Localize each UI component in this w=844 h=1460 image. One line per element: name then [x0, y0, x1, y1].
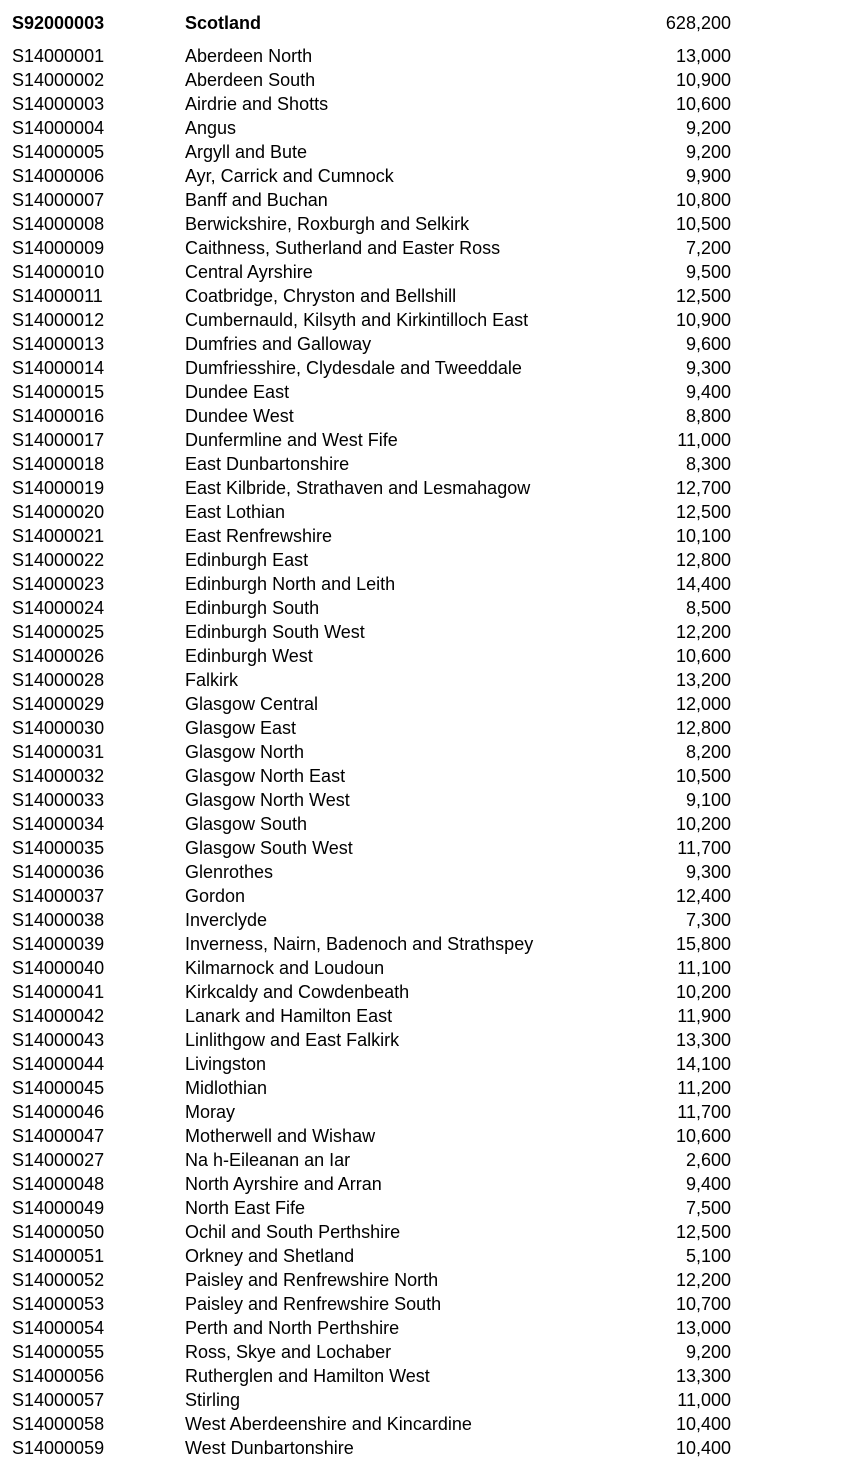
row-code: S14000048 — [12, 1174, 105, 1194]
row-name: Aberdeen North — [185, 46, 313, 66]
row-value: 12,800 — [675, 718, 731, 738]
row-value: 11,200 — [677, 1078, 731, 1098]
table-row — [0, 524, 844, 548]
table-row — [0, 908, 844, 932]
table-row — [0, 836, 844, 860]
row-code: S14000053 — [12, 1294, 105, 1314]
row-value: 12,500 — [675, 1222, 731, 1242]
row-name: Dumfries and Galloway — [185, 334, 372, 354]
row-value: 8,300 — [685, 454, 731, 474]
row-code: S14000033 — [12, 790, 105, 810]
table-row — [0, 1388, 844, 1412]
table-row — [0, 356, 844, 380]
row-value: 11,700 — [677, 838, 731, 858]
row-code: S14000036 — [12, 862, 105, 882]
row-code: S14000007 — [12, 190, 105, 210]
row-name: East Dunbartonshire — [185, 454, 350, 474]
row-name: Kirkcaldy and Cowdenbeath — [185, 982, 410, 1002]
row-name: Aberdeen South — [185, 70, 316, 90]
row-name: Glasgow South West — [185, 838, 353, 858]
row-name: Paisley and Renfrewshire South — [185, 1294, 442, 1314]
row-code: S14000001 — [12, 46, 105, 66]
row-name: Dunfermline and West Fife — [185, 430, 398, 450]
row-name: Kilmarnock and Loudoun — [185, 958, 385, 978]
row-value: 9,200 — [685, 142, 731, 162]
table-row — [0, 236, 844, 260]
table-row — [0, 1172, 844, 1196]
table-row — [0, 1364, 844, 1388]
table-row — [0, 716, 844, 740]
table-row — [0, 740, 844, 764]
row-code: S14000043 — [12, 1030, 105, 1050]
row-value: 14,100 — [675, 1054, 731, 1074]
header-code: S92000003 — [12, 13, 105, 33]
row-value: 9,200 — [685, 118, 731, 138]
row-value: 11,700 — [677, 1102, 731, 1122]
row-name: North East Fife — [185, 1198, 306, 1218]
row-code: S14000019 — [12, 478, 105, 498]
row-name: Dumfriesshire, Clydesdale and Tweeddale — [185, 358, 522, 378]
table-row — [0, 188, 844, 212]
row-value: 13,000 — [675, 1318, 731, 1338]
row-code: S14000031 — [12, 742, 105, 762]
table-row — [0, 164, 844, 188]
row-code: S14000023 — [12, 574, 105, 594]
table-row — [0, 572, 844, 596]
row-name: Berwickshire, Roxburgh and Selkirk — [185, 214, 470, 234]
row-name: Edinburgh South — [185, 598, 320, 618]
row-value: 5,100 — [685, 1246, 731, 1266]
row-code: S14000050 — [12, 1222, 105, 1242]
row-value: 12,500 — [675, 502, 731, 522]
row-value: 8,500 — [685, 598, 731, 618]
table-row — [0, 1220, 844, 1244]
row-value: 11,100 — [677, 958, 731, 978]
table-row — [0, 140, 844, 164]
row-value: 9,500 — [685, 262, 731, 282]
row-value: 10,100 — [675, 526, 731, 546]
row-code: S14000014 — [12, 358, 105, 378]
row-value: 10,400 — [675, 1414, 731, 1434]
row-code: S14000037 — [12, 886, 105, 906]
row-code: S14000020 — [12, 502, 105, 522]
table-row — [0, 308, 844, 332]
row-name: Inverclyde — [185, 910, 268, 930]
row-code: S14000049 — [12, 1198, 105, 1218]
row-code: S14000004 — [12, 118, 105, 138]
table-row — [0, 1268, 844, 1292]
row-name: Lanark and Hamilton East — [185, 1006, 393, 1026]
row-code: S14000040 — [12, 958, 105, 978]
row-value: 11,900 — [677, 1006, 731, 1026]
row-code: S14000047 — [12, 1126, 105, 1146]
row-code: S14000035 — [12, 838, 105, 858]
row-code: S14000005 — [12, 142, 105, 162]
row-code: S14000038 — [12, 910, 105, 930]
row-name: Banff and Buchan — [185, 190, 328, 210]
table-row — [0, 44, 844, 68]
table-row — [0, 476, 844, 500]
row-name: East Renfrewshire — [185, 526, 333, 546]
row-code: S14000015 — [12, 382, 105, 402]
row-code: S14000025 — [12, 622, 105, 642]
row-code: S14000010 — [12, 262, 105, 282]
row-value: 10,900 — [675, 70, 731, 90]
row-code: S14000016 — [12, 406, 105, 426]
row-value: 9,400 — [685, 382, 731, 402]
row-name: Ayr, Carrick and Cumnock — [185, 166, 394, 186]
table-row — [0, 956, 844, 980]
row-name: Glasgow East — [185, 718, 297, 738]
row-name: Airdrie and Shotts — [185, 94, 329, 114]
row-name: Glasgow North East — [185, 766, 346, 786]
row-value: 10,500 — [675, 214, 731, 234]
row-code: S14000006 — [12, 166, 105, 186]
row-value: 10,500 — [675, 766, 731, 786]
table-row — [0, 644, 844, 668]
row-code: S14000052 — [12, 1270, 105, 1290]
row-value: 13,200 — [675, 670, 731, 690]
table-row — [0, 932, 844, 956]
row-name: Dundee East — [185, 382, 290, 402]
row-code: S14000002 — [12, 70, 105, 90]
row-code: S14000026 — [12, 646, 105, 666]
row-name: Argyll and Bute — [185, 142, 308, 162]
row-value: 9,600 — [685, 334, 731, 354]
row-name: Midlothian — [185, 1078, 268, 1098]
table-row — [0, 68, 844, 92]
row-name: Ross, Skye and Lochaber — [185, 1342, 392, 1362]
table-row — [0, 764, 844, 788]
table-row — [0, 812, 844, 836]
row-value: 2,600 — [685, 1150, 731, 1170]
table-row — [0, 1028, 844, 1052]
row-name: Moray — [185, 1102, 236, 1122]
header-value: 628,200 — [665, 13, 731, 33]
table-row — [0, 1196, 844, 1220]
row-value: 11,000 — [677, 430, 731, 450]
table-row — [0, 1292, 844, 1316]
row-code: S14000009 — [12, 238, 105, 258]
row-name: Rutherglen and Hamilton West — [185, 1366, 430, 1386]
table-row — [0, 1148, 844, 1172]
row-code: S14000051 — [12, 1246, 105, 1266]
row-value: 12,500 — [675, 286, 731, 306]
row-code: S14000044 — [12, 1054, 105, 1074]
table-row — [0, 1436, 844, 1460]
header-row — [0, 11, 844, 35]
row-value: 9,300 — [685, 358, 731, 378]
row-name: Gordon — [185, 886, 246, 906]
table-row — [0, 500, 844, 524]
table-row — [0, 1052, 844, 1076]
row-code: S14000028 — [12, 670, 105, 690]
row-name: Caithness, Sutherland and Easter Ross — [185, 238, 501, 258]
row-value: 13,000 — [675, 46, 731, 66]
table-row — [0, 1244, 844, 1268]
row-code: S14000018 — [12, 454, 105, 474]
row-name: Ochil and South Perthshire — [185, 1222, 401, 1242]
row-name: Falkirk — [185, 670, 238, 690]
header-name: Scotland — [185, 13, 262, 33]
table-row — [0, 1412, 844, 1436]
row-code: S14000059 — [12, 1438, 105, 1458]
row-value: 12,700 — [675, 478, 731, 498]
row-value: 12,200 — [675, 1270, 731, 1290]
table-row — [0, 1316, 844, 1340]
table-row — [0, 1340, 844, 1364]
table-row — [0, 692, 844, 716]
table-row — [0, 428, 844, 452]
row-name: Livingston — [185, 1054, 267, 1074]
row-code: S14000054 — [12, 1318, 105, 1338]
row-value: 10,200 — [675, 814, 731, 834]
row-value: 11,000 — [677, 1390, 731, 1410]
row-name: Glasgow North — [185, 742, 305, 762]
row-name: Dundee West — [185, 406, 294, 426]
row-name: Perth and North Perthshire — [185, 1318, 400, 1338]
table-row — [0, 284, 844, 308]
row-code: S14000039 — [12, 934, 105, 954]
row-code: S14000034 — [12, 814, 105, 834]
row-name: Glasgow North West — [185, 790, 350, 810]
row-value: 7,300 — [685, 910, 731, 930]
row-name: Edinburgh North and Leith — [185, 574, 396, 594]
row-code: S14000041 — [12, 982, 105, 1002]
row-code: S14000030 — [12, 718, 105, 738]
table-row — [0, 548, 844, 572]
row-name: Central Ayrshire — [185, 262, 313, 282]
row-code: S14000003 — [12, 94, 105, 114]
row-value: 9,200 — [685, 1342, 731, 1362]
row-code: S14000056 — [12, 1366, 105, 1386]
row-value: 10,900 — [675, 310, 731, 330]
row-code: S14000057 — [12, 1390, 105, 1410]
row-value: 12,000 — [675, 694, 731, 714]
row-value: 8,200 — [685, 742, 731, 762]
row-name: North Ayrshire and Arran — [185, 1174, 382, 1194]
table-row — [0, 884, 844, 908]
row-value: 7,500 — [685, 1198, 731, 1218]
row-code: S14000024 — [12, 598, 105, 618]
table-row — [0, 1100, 844, 1124]
row-name: Orkney and Shetland — [185, 1246, 355, 1266]
table-row — [0, 260, 844, 284]
row-name: Linlithgow and East Falkirk — [185, 1030, 400, 1050]
row-value: 13,300 — [675, 1366, 731, 1386]
row-name: East Lothian — [185, 502, 286, 522]
table-row — [0, 380, 844, 404]
row-code: S14000042 — [12, 1006, 105, 1026]
row-code: S14000021 — [12, 526, 105, 546]
table-row — [0, 788, 844, 812]
table-row — [0, 116, 844, 140]
row-name: Na h-Eileanan an Iar — [185, 1150, 351, 1170]
row-code: S14000058 — [12, 1414, 105, 1434]
table-row — [0, 404, 844, 428]
row-value: 14,400 — [675, 574, 731, 594]
row-value: 10,400 — [675, 1438, 731, 1458]
table-row — [0, 620, 844, 644]
row-name: Glasgow South — [185, 814, 308, 834]
row-name: East Kilbride, Strathaven and Lesmahagow — [185, 478, 531, 498]
row-code: S14000046 — [12, 1102, 105, 1122]
row-value: 9,400 — [685, 1174, 731, 1194]
row-name: Stirling — [185, 1390, 241, 1410]
row-value: 10,600 — [675, 1126, 731, 1146]
table-row — [0, 452, 844, 476]
table-row — [0, 1076, 844, 1100]
table-row — [0, 860, 844, 884]
table-row — [0, 92, 844, 116]
row-value: 9,100 — [685, 790, 731, 810]
row-name: Edinburgh East — [185, 550, 309, 570]
row-name: Coatbridge, Chryston and Bellshill — [185, 286, 457, 306]
row-value: 9,900 — [685, 166, 731, 186]
row-code: S14000055 — [12, 1342, 105, 1362]
row-name: Inverness, Nairn, Badenoch and Strathspey — [185, 934, 534, 954]
table-row — [0, 980, 844, 1004]
row-value: 12,400 — [675, 886, 731, 906]
row-name: West Aberdeenshire and Kincardine — [185, 1414, 472, 1434]
table-row — [0, 1004, 844, 1028]
row-name: Glasgow Central — [185, 694, 319, 714]
row-code: S14000012 — [12, 310, 105, 330]
row-name: Motherwell and Wishaw — [185, 1126, 376, 1146]
table-row — [0, 212, 844, 236]
row-value: 7,200 — [685, 238, 731, 258]
row-name: West Dunbartonshire — [185, 1438, 354, 1458]
table-row — [0, 596, 844, 620]
row-code: S14000008 — [12, 214, 105, 234]
row-code: S14000045 — [12, 1078, 105, 1098]
row-value: 10,800 — [675, 190, 731, 210]
row-name: Angus — [185, 118, 237, 138]
row-value: 9,300 — [685, 862, 731, 882]
row-value: 12,200 — [675, 622, 731, 642]
row-name: Paisley and Renfrewshire North — [185, 1270, 439, 1290]
row-name: Glenrothes — [185, 862, 274, 882]
row-code: S14000032 — [12, 766, 105, 786]
row-name: Cumbernauld, Kilsyth and Kirkintilloch East — [185, 310, 529, 330]
row-name: Edinburgh South West — [185, 622, 365, 642]
table-row — [0, 1124, 844, 1148]
row-code: S14000029 — [12, 694, 105, 714]
table-row — [0, 668, 844, 692]
row-value: 15,800 — [675, 934, 731, 954]
row-code: S14000027 — [12, 1150, 105, 1170]
row-value: 10,200 — [675, 982, 731, 1002]
table-row — [0, 332, 844, 356]
row-code: S14000017 — [12, 430, 105, 450]
row-value: 10,700 — [675, 1294, 731, 1314]
row-code: S14000011 — [12, 286, 103, 306]
row-value: 10,600 — [675, 94, 731, 114]
row-code: S14000013 — [12, 334, 105, 354]
row-value: 10,600 — [675, 646, 731, 666]
row-name: Edinburgh West — [185, 646, 313, 666]
row-value: 13,300 — [675, 1030, 731, 1050]
row-value: 8,800 — [685, 406, 731, 426]
row-value: 12,800 — [675, 550, 731, 570]
row-code: S14000022 — [12, 550, 105, 570]
